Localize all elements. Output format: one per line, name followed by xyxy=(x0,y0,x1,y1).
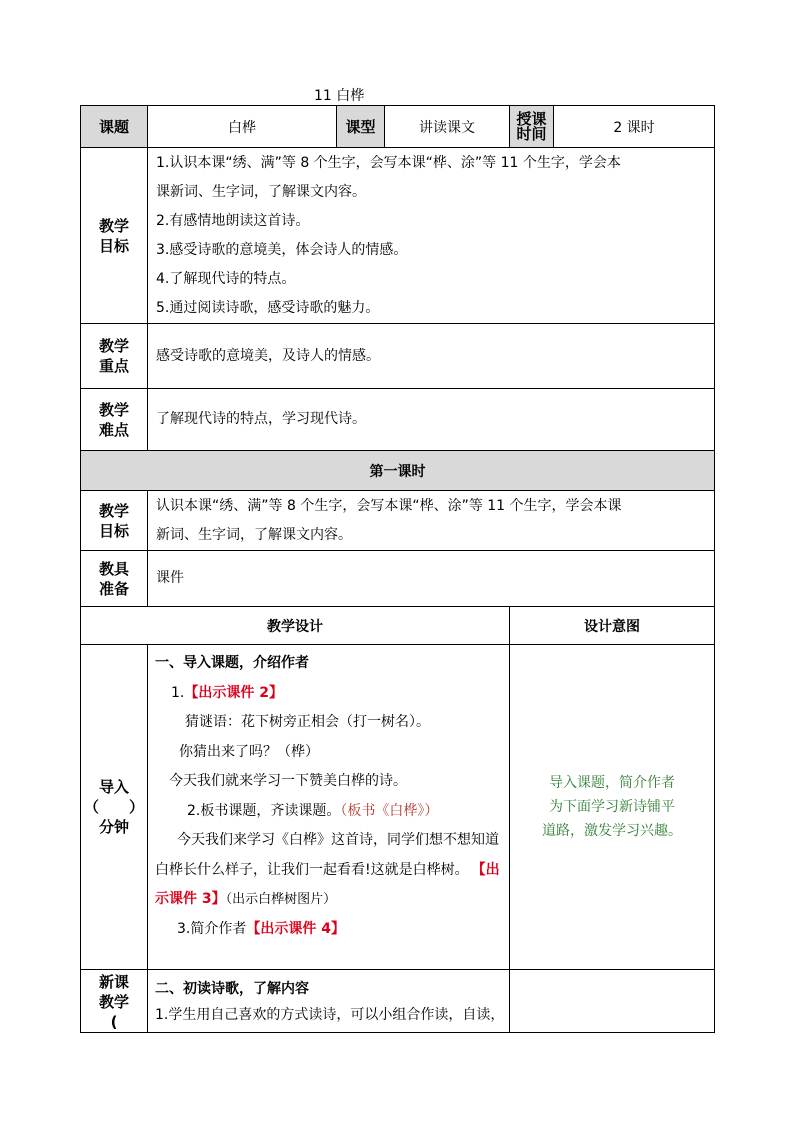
key-points-label xyxy=(81,324,148,389)
lesson1-goals-label-line-1: 教学 xyxy=(98,501,129,520)
new-lesson-label xyxy=(81,970,148,1033)
prep-label-line-1: 教具 xyxy=(98,559,129,578)
intro-intent-line: 导入课题，简介作者 xyxy=(549,775,675,791)
goals-label xyxy=(81,148,148,324)
goals-label-line-2: 目标 xyxy=(98,236,129,255)
time-label xyxy=(510,106,554,148)
intro-label-line-2: （ ） xyxy=(83,798,144,816)
goal-line: 5.通过阅读诗歌，感受诗歌的魅力。 xyxy=(156,299,380,316)
intro-step-1-num: 1. xyxy=(171,684,185,701)
intro-step-1-tag: 【出示课件 2】 xyxy=(184,684,283,701)
difficulties-label-line-2: 难点 xyxy=(98,420,129,439)
intro-riddle: 猜谜语：花下树旁正相会（打一树名）。 xyxy=(185,714,430,730)
goals-row xyxy=(81,148,715,324)
difficulties-label-line-1: 教学 xyxy=(98,400,129,419)
intro-step-2-text: 2.板书课题，齐读课题。 xyxy=(187,802,341,819)
difficulties-content: 了解现代诗的特点，学习现代诗。 xyxy=(148,389,715,451)
new-lesson-label-line-3: ( xyxy=(110,1013,118,1031)
intro-guess: 你猜出来了吗？（桦） xyxy=(179,743,319,760)
lesson1-goals-content xyxy=(148,491,715,551)
intro-row xyxy=(81,645,715,970)
key-points-row xyxy=(81,324,715,389)
subject-value: 白桦 xyxy=(148,106,337,148)
key-points-label-line-1: 教学 xyxy=(98,337,129,355)
intro-label-line-1: 导入 xyxy=(98,778,129,796)
header-row xyxy=(81,106,715,148)
intro-step-2 xyxy=(155,797,509,827)
goal-line: 4.了解现代诗的特点。 xyxy=(156,270,296,287)
lesson1-goal-line: 认识本课“绣、满”等 8 个生字，会写本课“桦、涂”等 11 个生字，学会本课 xyxy=(156,497,622,514)
intro-step-3 xyxy=(155,915,509,945)
intro-para-tag-a: 【出 xyxy=(478,861,500,878)
new-lesson-intent xyxy=(510,970,715,1033)
lesson1-goal-line: 新词、生字词，了解课文内容。 xyxy=(156,526,352,543)
new-lesson-label-line-1: 新课 xyxy=(98,973,129,991)
intro-today: 今天我们就来学习一下赞美白桦的诗。 xyxy=(169,773,407,789)
intro-step-3-text: 3.简介作者 xyxy=(177,920,247,937)
intro-intent-line: 道路，激发学习兴趣。 xyxy=(542,823,682,839)
prep-content: 课件 xyxy=(148,551,715,607)
key-points-content: 感受诗歌的意境美，及诗人的情感。 xyxy=(148,324,715,389)
lesson1-heading: 第一课时 xyxy=(81,451,715,491)
design-header-left: 教学设计 xyxy=(81,607,510,645)
new-lesson-line-1: 1.学生用自己喜欢的方式读诗，可以小组合作读，自读， xyxy=(155,1007,505,1023)
intro-heading: 一、导入课题，介绍作者 xyxy=(155,655,309,671)
intro-intent-line: 为下面学习新诗铺平 xyxy=(549,799,675,815)
design-header-right: 设计意图 xyxy=(510,607,715,645)
new-lesson-row xyxy=(81,970,715,1033)
intro-para-line-3 xyxy=(155,885,509,915)
lesson1-goals-label xyxy=(81,491,148,551)
intro-content xyxy=(148,645,510,970)
intro-para-tag-b: 示课件 3】 xyxy=(155,891,226,907)
prep-label-line-2: 准备 xyxy=(98,579,129,598)
new-lesson-content xyxy=(148,970,510,1033)
goal-line: 1.认识本课“绣、满”等 8 个生字，会写本课“桦、涂”等 11 个生字，学会本 xyxy=(156,154,621,171)
goals-label-line-1: 教学 xyxy=(98,216,129,235)
intro-para-line-2 xyxy=(155,856,509,886)
goal-line: 3.感受诗歌的意境美，体会诗人的情感。 xyxy=(156,241,408,258)
key-points-label-line-2: 重点 xyxy=(98,357,129,375)
lesson1-goals-row xyxy=(81,491,715,551)
intro-para-note: （出示白桦树图片） xyxy=(225,892,337,907)
new-lesson-label-line-2: 教学 xyxy=(98,993,129,1011)
lesson1-heading-row xyxy=(81,451,715,491)
design-header-row xyxy=(81,607,715,645)
intro-label xyxy=(81,645,148,970)
new-lesson-heading: 二、初读诗歌，了解内容 xyxy=(155,981,309,997)
intro-intent xyxy=(510,645,715,970)
intro-step-3-tag: 【出示课件 4】 xyxy=(246,920,345,937)
page-title: 11 白桦 xyxy=(314,88,365,104)
time-label-line-2: 时间 xyxy=(516,124,547,143)
intro-step-1 xyxy=(155,679,509,709)
subject-label: 课题 xyxy=(81,106,148,148)
goal-line: 2.有感情地朗读这首诗。 xyxy=(156,212,310,229)
time-label-line-1: 授课 xyxy=(516,109,547,128)
time-value: 2 课时 xyxy=(554,106,715,148)
difficulties-row xyxy=(81,389,715,451)
intro-step-2-note: （板书《白桦》） xyxy=(340,802,439,819)
intro-label-line-3: 分钟 xyxy=(98,818,129,836)
type-label: 课型 xyxy=(337,106,385,148)
lesson-plan-table xyxy=(80,105,715,1033)
goal-line: 课新词、生字词，了解课文内容。 xyxy=(156,183,366,200)
intro-para-line-1: 今天我们来学习《白桦》这首诗，同学们想不想知道 xyxy=(177,832,499,848)
prep-row xyxy=(81,551,715,607)
intro-para-line-2-text: 白桦长什么样子，让我们一起看看!这就是白桦树。 xyxy=(155,861,469,878)
prep-label xyxy=(81,551,148,607)
goals-content xyxy=(148,148,715,324)
difficulties-label xyxy=(81,389,148,451)
type-value: 讲读课文 xyxy=(385,106,510,148)
lesson1-goals-label-line-2: 目标 xyxy=(98,521,129,540)
